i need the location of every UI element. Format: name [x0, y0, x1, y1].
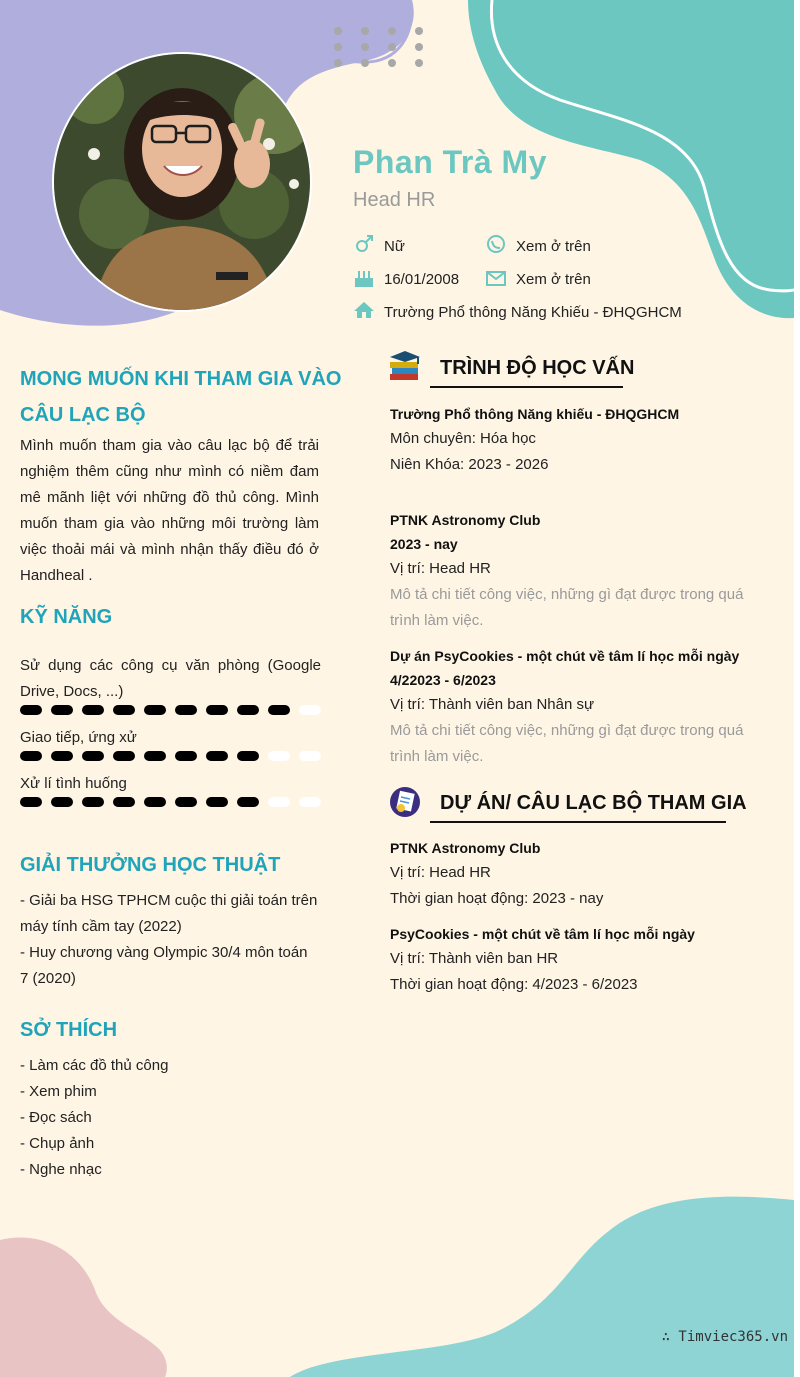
skill-dash-filled [144, 705, 166, 715]
skill-level-dots [20, 796, 325, 808]
skill-label: Xử lí tình huống [20, 775, 127, 792]
avatar-photo [54, 54, 312, 312]
hobbies-list [20, 1053, 168, 1183]
project-position: Vị trí: Thành viên ban HR [390, 950, 559, 967]
skill-dash-filled [175, 705, 197, 715]
skill-dash-filled [206, 797, 228, 807]
skill-dash-filled [144, 751, 166, 761]
experience-description: Mô tả chi tiết công việc, những gì đạt được trong quá trình làm việc. [390, 586, 744, 629]
experience-org: Dự án PsyCookies - một chút về tâm lí học mỗi ngày [390, 648, 740, 664]
skill-dash-filled [20, 797, 42, 807]
goal-title-line2: CÂU LẠC BỘ [20, 404, 146, 426]
hobby-item: - Đọc sách [20, 1109, 92, 1126]
experience-description: Mô tả chi tiết công việc, những gì đạt được trong quá trình làm việc. [390, 722, 744, 765]
award-item: - Giải ba HSG TPHCM cuộc thi giải toán trên máy tính cầm tay (2022) [20, 892, 318, 935]
awards-title: GIẢI THƯỞNG HỌC THUẬT [20, 854, 281, 876]
education-school: Trường Phổ thông Năng khiếu - ĐHQGHCM [390, 406, 680, 422]
phone-icon [485, 234, 507, 254]
avatar [52, 52, 312, 312]
skill-dash-empty [268, 751, 290, 761]
experience-time: 2023 - nay [390, 536, 458, 552]
education-underline [430, 386, 623, 388]
email-icon [485, 268, 507, 288]
skill-dash-filled [82, 705, 104, 715]
skill-level-dots [20, 750, 325, 762]
home-icon [353, 300, 375, 320]
skill-dash-filled [237, 751, 259, 761]
gender-icon [353, 234, 375, 254]
brand-watermark: ∴ Timviec365.vn [661, 1329, 788, 1345]
birthday-cake-icon [353, 268, 375, 288]
skill-level-dots [20, 704, 325, 716]
candidate-name: Phan Trà My [353, 144, 547, 180]
skill-dash-filled [206, 705, 228, 715]
skill-dash-empty [268, 797, 290, 807]
skill-dash-filled [113, 797, 135, 807]
skill-dash-filled [175, 797, 197, 807]
goal-title-line1: MONG MUỐN KHI THAM GIA VÀO [20, 368, 342, 390]
phone-value: Xem ở trên [516, 238, 591, 255]
hobbies-title: SỞ THÍCH [20, 1019, 118, 1041]
books-icon [388, 350, 422, 382]
experience-position: Vị trí: Head HR [390, 560, 491, 577]
experience-org: PTNK Astronomy Club [390, 512, 541, 528]
education-years: Niên Khóa: 2023 - 2026 [390, 456, 549, 473]
project-time: Thời gian hoạt động: 2023 - nay [390, 890, 604, 907]
skill-dash-filled [51, 797, 73, 807]
project-name: PsyCookies - một chút về tâm lí học mỗi ngày [390, 926, 695, 942]
skill-dash-filled [51, 751, 73, 761]
skill-dash-empty [299, 797, 321, 807]
award-item: - Huy chương vàng Olympic 30/4 môn toán 7 (2020) [20, 944, 308, 987]
education-title: TRÌNH ĐỘ HỌC VẤN [440, 357, 635, 379]
skill-dash-filled [206, 751, 228, 761]
projects-title: DỰ ÁN/ CÂU LẠC BỘ THAM GIA [440, 792, 747, 814]
skill-dash-empty [299, 705, 321, 715]
skill-dash-filled [113, 705, 135, 715]
experience-position: Vị trí: Thành viên ban Nhân sự [390, 696, 595, 713]
awards-list [20, 888, 320, 992]
hobby-item: - Làm các đồ thủ công [20, 1057, 169, 1074]
project-position: Vị trí: Head HR [390, 864, 491, 881]
skills-title: KỸ NĂNG [20, 606, 113, 628]
hobby-item: - Chụp ảnh [20, 1135, 95, 1152]
skill-dash-filled [20, 705, 42, 715]
skill-dash-filled [237, 797, 259, 807]
gender-value: Nữ [384, 238, 405, 255]
goal-text: Mình muốn tham gia vào câu lạc bộ để trải nghiệm thêm cũng như mình có niềm đam mê mãnh liệt với những đồ thủ công. Mình muốn tham gia vào những môi trường làm việc thoải mái và mình nhận thấy điều đó ở Handheal . [20, 437, 319, 584]
skill-dash-filled [268, 705, 290, 715]
skill-dash-filled [237, 705, 259, 715]
experience-time: 4/22023 - 6/2023 [390, 672, 496, 688]
skill-dash-filled [82, 797, 104, 807]
certificate-icon [389, 786, 421, 818]
birthday-value: 16/01/2008 [384, 271, 460, 288]
project-time: Thời gian hoạt động: 4/2023 - 6/2023 [390, 976, 638, 993]
candidate-role: Head HR [353, 189, 436, 211]
skill-dash-filled [113, 751, 135, 761]
skill-dash-filled [82, 751, 104, 761]
skill-dash-empty [299, 751, 321, 761]
skill-dash-filled [144, 797, 166, 807]
projects-underline [430, 821, 726, 823]
hobby-item: - Xem phim [20, 1083, 97, 1100]
email-value: Xem ở trên [516, 271, 591, 288]
skill-dash-filled [51, 705, 73, 715]
school-value: Trường Phổ thông Năng Khiếu - ĐHQGHCM [384, 304, 682, 321]
skill-dash-filled [20, 751, 42, 761]
skill-label: Sử dụng các công cụ văn phòng (Google Drive, Docs, ...) [20, 657, 321, 700]
hobby-item: - Nghe nhạc [20, 1161, 102, 1178]
skill-label: Giao tiếp, ứng xử [20, 729, 137, 746]
education-major: Môn chuyên: Hóa học [390, 430, 536, 447]
project-name: PTNK Astronomy Club [390, 840, 541, 856]
skill-dash-filled [175, 751, 197, 761]
